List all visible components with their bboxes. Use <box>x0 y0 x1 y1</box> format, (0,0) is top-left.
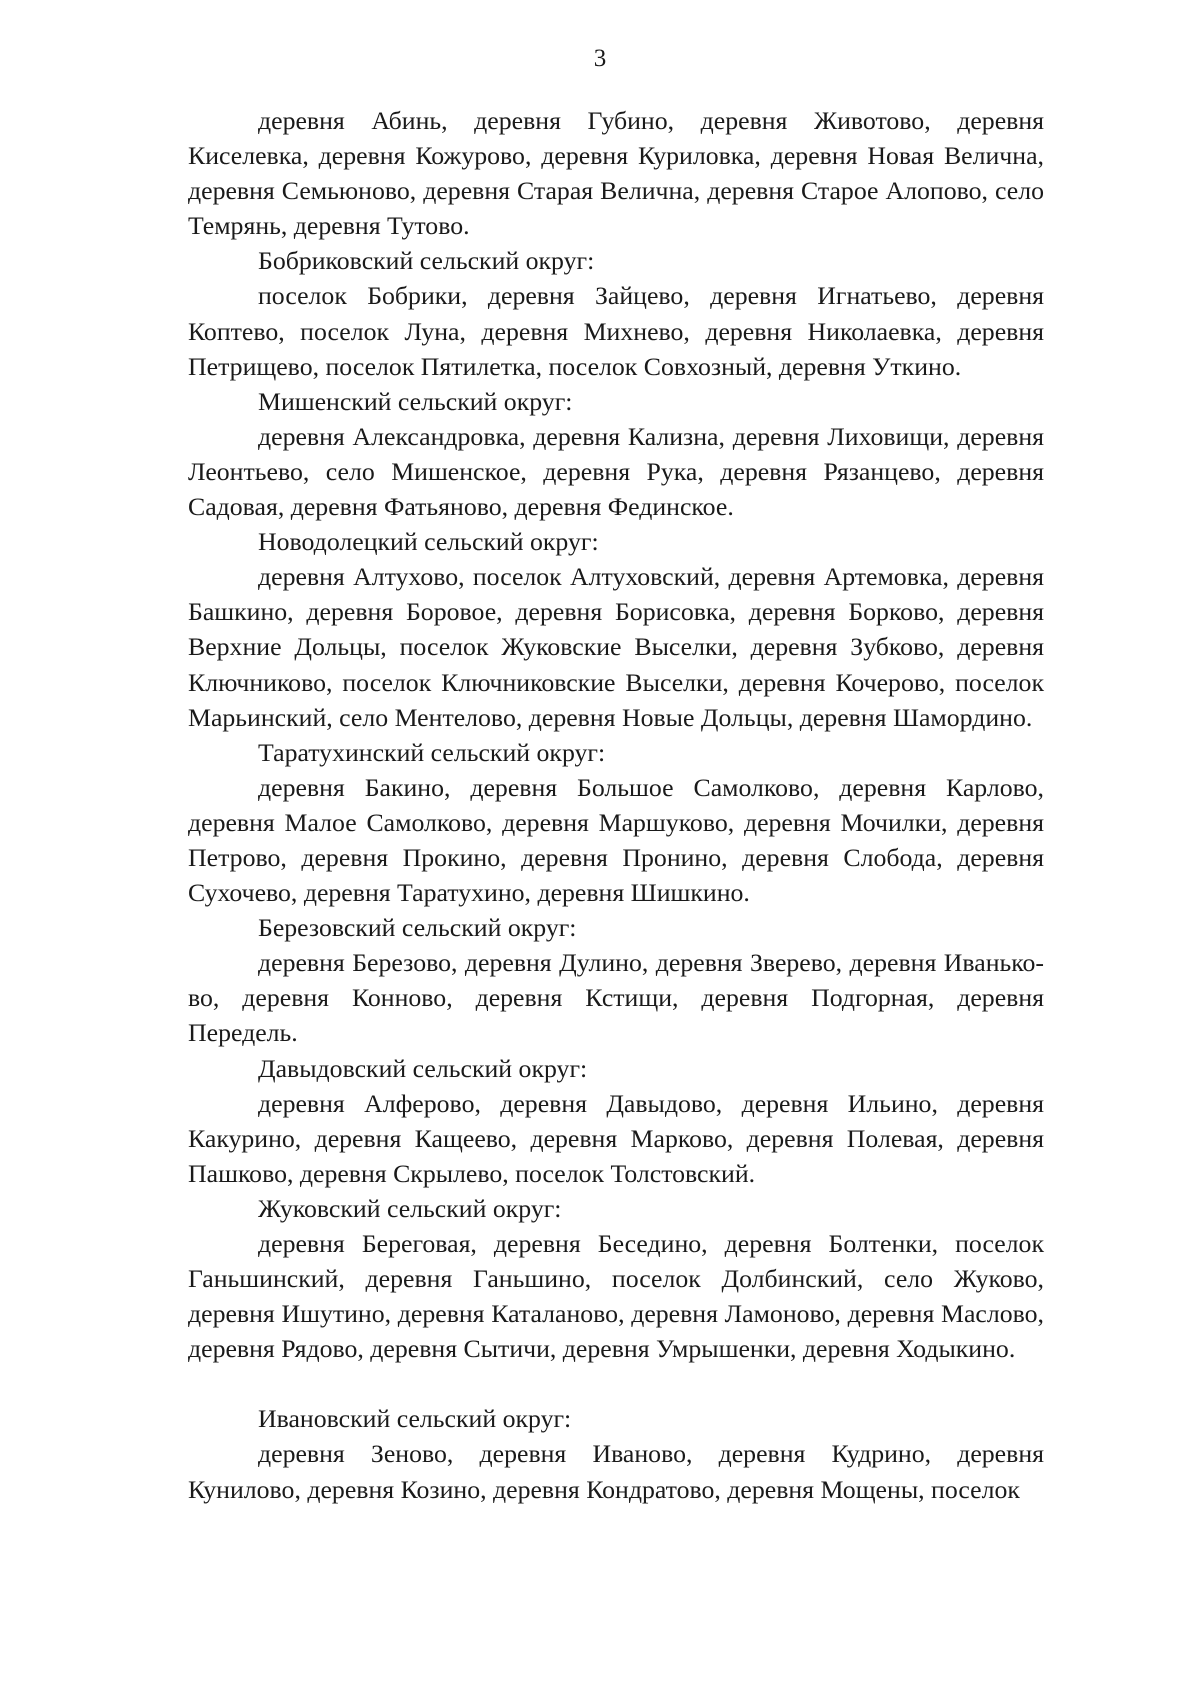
section-heading-ivanovsky: Ивановский сельский округ: <box>258 1404 572 1434</box>
section-text-ivanovsky: деревня Зеново, деревня Иваново, деревня Кудрино, деревня Кунилово, деревня Козино, деревня Кондратово, деревня Мощены, поселок <box>188 1439 1044 1504</box>
section-text-bobrikovsky: поселок Бобрики, деревня Зайцево, деревня Игнатьево, деревня Коптево, поселок Луна, деревня Михнево, деревня Николаевка, деревня Петрищево, поселок Пятилетка, поселок Совхозный, деревня Уткино. <box>188 281 1044 381</box>
section-heading-zhukovsky: Жуковский сельский округ: <box>258 1193 562 1223</box>
section-text-davydovsky: деревня Алферово, деревня Давыдово, деревня Ильино, деревня Какурино, деревня Кащеево, деревня Марково, деревня Полевая, деревня Пашково, деревня Скрылево, поселок Толстовский. <box>188 1088 1044 1188</box>
page-number: 3 <box>593 45 607 72</box>
section-text-mishensky: деревня Александровка, деревня Кализна, деревня Лиховищи, деревня Леонтьево, село Мишенское, деревня Рука, деревня Рязанцево, деревня Садовая, деревня Фатьяново, деревня Фединское. <box>188 421 1044 522</box>
section-heading-novodoletsky: Новодолецкий сельский округ: <box>258 527 599 557</box>
section-text-novodoletsky: деревня Алтухово, поселок Алтуховский, деревня Артемовка, деревня Башкино, деревня Боровое, деревня Борисовка, деревня Борково, деревня Верхние Дольцы, поселок Жуковские Выселки, деревня Зубково, деревня Ключниково, поселок Ключниковские Выселки, деревня Кочерово, поселок Марьинский, село Ментелово, деревня Новые Дольцы, деревня Шамордино. <box>188 562 1044 732</box>
section-text-zhukovsky: деревня Береговая, деревня Беседино, деревня Болтенки, поселок Ганьшинский, деревня Ганьшино, поселок Долбинский, село Жуково, деревня Ишутино, деревня Каталаново, деревня Ламоново, деревня Маслово, деревня Рядово, деревня Сытичи, деревня Умрышенки, деревня Ходыкино. <box>188 1229 1044 1364</box>
section-heading-davydovsky: Давыдовский сельский округ: <box>258 1053 588 1083</box>
section-text-taratukhinsky: деревня Бакино, деревня Большое Самолково, деревня Карлово, деревня Малое Самолково, деревня Маршуково, деревня Мочилки, деревня Петрово, деревня Прокино, деревня Пронино, деревня Слобода, деревня Сухочево, деревня Таратухино, деревня Шишкино. <box>188 772 1044 908</box>
blank-line <box>188 1366 1044 1401</box>
section-heading-berezovsky: Березовский сельский округ: <box>258 913 577 943</box>
section-heading-taratukhinsky: Таратухинский сельский округ: <box>258 737 606 767</box>
section-heading-mishensky: Мишенский сельский округ: <box>258 386 573 416</box>
opening-paragraph: деревня Абинь, деревня Губино, деревня Животово, деревня Киселевка, деревня Кожурово, деревня Куриловка, деревня Новая Велична, деревня Семьюново, деревня Старая Велична, деревня Старое Алопово, село Темрянь, деревня Тутово. <box>188 106 1044 241</box>
section-heading-bobrikovsky: Бобриковский сельский округ: <box>258 246 595 276</box>
section-text-berezovsky: деревня Березово, деревня Дулино, деревня Зверево, деревня Иваньково, деревня Конново, деревня Кстищи, деревня Подгорная, деревня Передель. <box>188 948 1044 1048</box>
document-body <box>188 103 1044 1507</box>
